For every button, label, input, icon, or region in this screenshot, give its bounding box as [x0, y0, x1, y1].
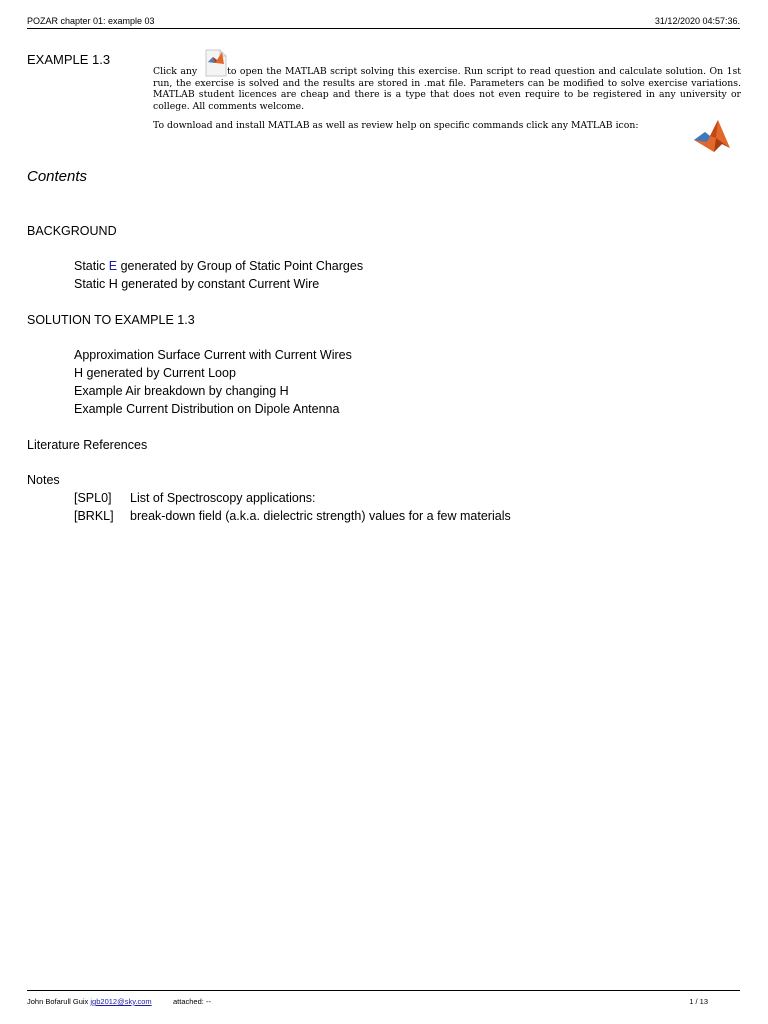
toc-notes[interactable]: Notes: [27, 473, 60, 487]
matlab-logo-icon[interactable]: [692, 118, 732, 154]
toc-static-h[interactable]: Static H generated by constant Current Wire: [74, 277, 320, 291]
page-header: [27, 16, 740, 29]
header-timestamp: 31/12/2020 04:57:36.: [654, 16, 740, 26]
toc-air-breakdown[interactable]: Example Air breakdown by changing H: [74, 384, 289, 398]
intro-paragraph-2: To download and install MATLAB as well as review help on specific commands click any MATLAB icon:: [153, 119, 639, 131]
toc-h-loop[interactable]: H generated by Current Loop: [74, 366, 236, 380]
note-text: List of Spectroscopy applications:: [130, 491, 316, 505]
example-title: EXAMPLE 1.3: [27, 52, 111, 67]
footer-page-number: 1 / 13: [689, 997, 708, 1006]
note-tag: [SPL0]: [74, 491, 112, 505]
intro-click-any: Click any: [153, 66, 198, 77]
note-tag: [BRKL]: [74, 509, 114, 523]
header-doc-title: POZAR chapter 01: example 03: [27, 16, 155, 26]
note-item[interactable]: [74, 491, 316, 505]
toc-static-e-prefix: Static: [74, 259, 109, 273]
note-text: break-down field (a.k.a. dielectric strength) values for a few materials: [130, 509, 511, 523]
toc-static-e-rest: generated by Group of Static Point Charges: [117, 259, 364, 273]
footer-author: [27, 997, 152, 1006]
footer-attached: attached: --: [173, 997, 211, 1006]
toc-approximation[interactable]: Approximation Surface Current with Current Wires: [74, 348, 352, 362]
intro-paragraph-1: [153, 66, 741, 113]
contents-heading: Contents: [27, 168, 88, 185]
toc-background[interactable]: BACKGROUND: [27, 224, 117, 238]
intro-text: [153, 66, 741, 132]
toc-solution[interactable]: SOLUTION TO EXAMPLE 1.3: [27, 313, 195, 327]
page-footer: [27, 990, 740, 1007]
toc-dipole[interactable]: Example Current Distribution on Dipole Antenna: [74, 402, 340, 416]
footer-email-link[interactable]: jgb2012@sky.com: [90, 997, 152, 1006]
toc-literature[interactable]: Literature References: [27, 438, 148, 452]
footer-author-name: John Bofarull Guix: [27, 997, 89, 1006]
note-item[interactable]: [74, 509, 511, 523]
intro-description: to open the MATLAB script solving this exercise. Run script to read question and calculate solution. On 1st run, the exercise is solved and the results are stored in .mat file. Parameters can be modified to solve exercise variations. MATLAB student licences are cheap and there is a type that does not even require to be registered in any university or college. All comments welcome.: [153, 66, 741, 113]
toc-static-e[interactable]: [74, 259, 363, 273]
toc-static-e-letter: E: [108, 259, 118, 273]
